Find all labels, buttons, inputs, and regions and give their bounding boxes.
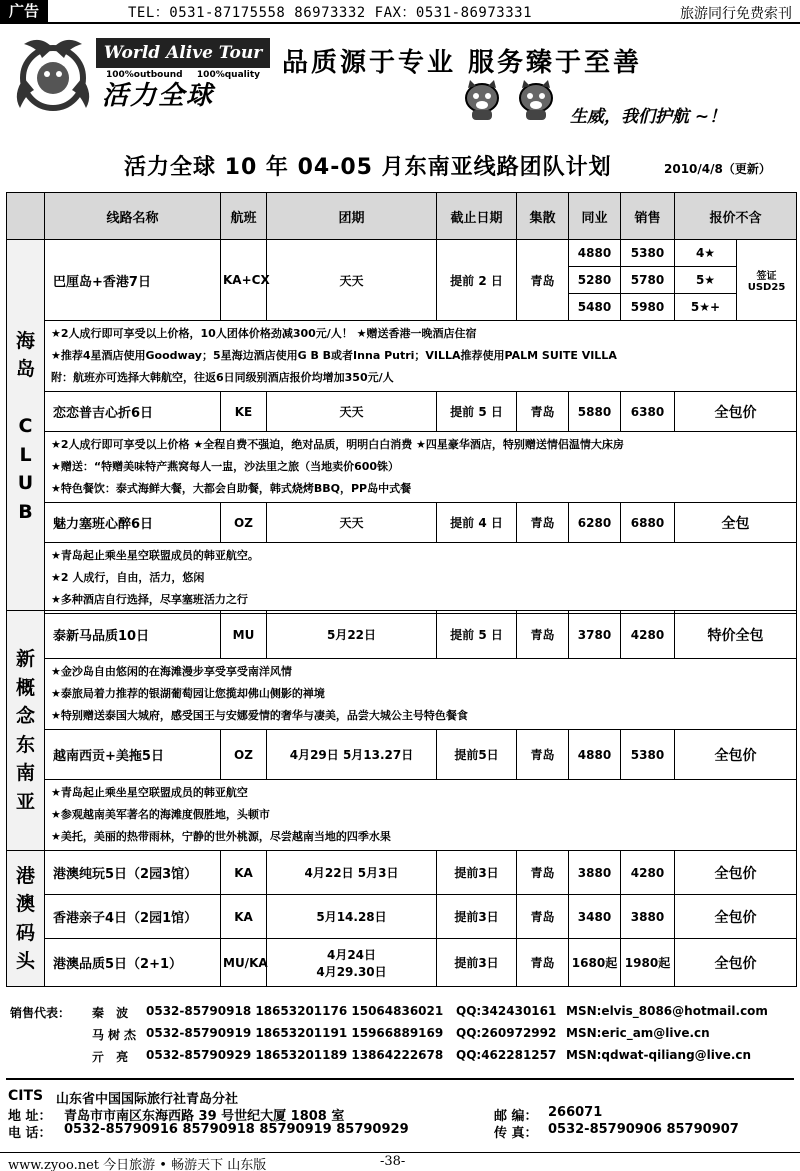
table-row <box>7 240 797 267</box>
note-line: ★美托，美丽的热带雨林，宁静的世外桃源，尽尝越南当地的四季水果 <box>51 830 391 843</box>
sale-price: 3880 <box>621 895 675 939</box>
sale-price: 4280 <box>621 851 675 895</box>
sales-label: 销售代表： <box>10 1006 71 1020</box>
route-name: 越南西贡+美拖5日 <box>45 730 221 780</box>
page-footer <box>0 1152 800 1171</box>
route-notes <box>45 659 797 730</box>
sale-price: 4280 <box>621 611 675 659</box>
table-row <box>7 503 797 543</box>
route-deadline: 提前5日 <box>437 730 517 780</box>
header-gather: 集散 <box>517 193 569 240</box>
route-flight: KE <box>221 392 267 432</box>
header-quote: 报价不含 <box>675 193 797 240</box>
note-line: ★2 人成行，自由，活力，悠闲 <box>51 571 205 584</box>
tour-table <box>6 192 797 614</box>
route-deadline: 提前3日 <box>437 939 517 987</box>
sales-rep-row <box>10 1026 794 1048</box>
sales-reps <box>10 1004 794 1070</box>
trade-price: 5880 <box>569 392 621 432</box>
note-line: ★参观越南美军著名的海滩度假胜地，头顿市 <box>51 808 270 821</box>
route-dates <box>267 939 437 987</box>
rep-msn: MSN:eric_am@live.cn <box>566 1026 710 1040</box>
brand-logo <box>96 38 270 112</box>
note-row <box>7 432 797 503</box>
page-number: -38- <box>380 1154 406 1169</box>
trade-price: 4880 <box>569 240 621 267</box>
price-note: 全包价 <box>675 851 797 895</box>
route-gather: 青岛 <box>517 240 569 321</box>
note-line: ★特别赠送泰国大城府，感受国王与安娜爱情的奢华与凄美，品尝大城公主号特色餐食 <box>51 709 468 722</box>
note-row <box>7 780 797 851</box>
route-notes <box>45 780 797 851</box>
top-bar <box>0 0 800 24</box>
sale-price: 6380 <box>621 392 675 432</box>
zip-label: 邮 编： <box>494 1109 538 1124</box>
route-name: 港澳品质5日（2+1） <box>45 939 221 987</box>
route-name: 香港亲子4日（2园1馆） <box>45 895 221 939</box>
route-flight: MU/KA <box>221 939 267 987</box>
header-trade: 同业 <box>569 193 621 240</box>
tagline: 生威，我们护航 ~！ <box>570 107 727 127</box>
company-address: 青岛市市南区东海西路 39 号世纪大厦 1808 室 <box>64 1109 345 1124</box>
note-line: ★赠送：“特赠美味特产燕窝每人一盅，沙法里之旅（当地卖价600铢） <box>51 460 400 473</box>
table-header-row <box>7 193 797 240</box>
route-dates: 天天 <box>267 503 437 543</box>
sale-price: 5380 <box>621 730 675 780</box>
region-island-label: 海 岛 C L U B <box>15 329 35 523</box>
route-name: 泰新马品质10日 <box>45 611 221 659</box>
route-gather: 青岛 <box>517 611 569 659</box>
route-deadline: 提前 4 日 <box>437 503 517 543</box>
rep-qq: QQ:260972992 <box>456 1026 557 1040</box>
page-title: 活力全球 10 年 04-05 月东南亚线路团队计划 <box>124 155 612 180</box>
rep-qq: QQ:342430161 <box>456 1004 557 1018</box>
contact-line: TEL：0531-87175558 86973332 FAX：0531-86973331 <box>128 2 532 23</box>
route-notes <box>45 432 797 503</box>
route-deadline: 提前3日 <box>437 851 517 895</box>
route-dates-text: 4月24日 4月29.30日 <box>316 947 387 979</box>
rep-msn: MSN:qdwat-qiliang@live.cn <box>566 1048 752 1062</box>
note-row <box>7 659 797 730</box>
header-spacer <box>7 193 45 240</box>
brand-en-name: World Alive Tour <box>96 38 270 68</box>
price-note: 全包价 <box>675 939 797 987</box>
region-hk <box>7 851 45 987</box>
sales-rep-row <box>10 1048 794 1070</box>
price-note: 全包 <box>675 503 797 543</box>
route-name: 恋恋普吉心折6日 <box>45 392 221 432</box>
region-island <box>7 240 45 614</box>
region-sea-label: 新 概 念 东 南 亚 <box>15 648 35 813</box>
rep-name: 马树杰 <box>92 1028 141 1042</box>
route-dates: 5月14.28日 <box>267 895 437 939</box>
swirl-logo-icon <box>12 34 94 116</box>
tiger-mascot-icon <box>460 78 504 122</box>
price-note: 全包价 <box>675 730 797 780</box>
divider <box>6 1078 794 1080</box>
route-deadline: 提前 5 日 <box>437 392 517 432</box>
route-gather: 青岛 <box>517 895 569 939</box>
tour-table-sea <box>6 610 797 987</box>
note-line: ★金沙岛自由悠闲的在海滩漫步享受享受南洋风情 <box>51 665 292 678</box>
company-code: CITS <box>8 1088 44 1104</box>
route-name: 巴厘岛+香港7日 <box>45 240 221 321</box>
route-name: 港澳纯玩5日（2园3馆） <box>45 851 221 895</box>
route-gather: 青岛 <box>517 939 569 987</box>
region-sea <box>7 611 45 851</box>
rep-name: 秦 波 <box>92 1006 133 1020</box>
route-gather: 青岛 <box>517 730 569 780</box>
rep-phones: 0532-85790919 18653201191 15966889169 <box>146 1026 444 1040</box>
trade-price: 4880 <box>569 730 621 780</box>
trade-price: 1680起 <box>569 939 621 987</box>
route-deadline: 提前3日 <box>437 895 517 939</box>
table-row <box>7 939 797 987</box>
price-note: 全包价 <box>675 895 797 939</box>
footer-url: www.zyoo.net 今日旅游 • 畅游天下 山东版 <box>8 1158 267 1171</box>
company-tel: 0532-85790916 85790918 85790919 85790929 <box>64 1122 409 1137</box>
table-row <box>7 611 797 659</box>
free-tag: 旅游同行免费索刊 <box>680 6 792 22</box>
sale-price: 5780 <box>621 267 675 294</box>
hotel-star: 4★ <box>675 240 737 267</box>
route-dates: 4月22日 5月3日 <box>267 851 437 895</box>
address-label: 地 址： <box>8 1109 52 1124</box>
company-tel-line <box>8 1122 794 1139</box>
sale-price: 5980 <box>621 294 675 321</box>
company-zip: 266071 <box>548 1105 603 1120</box>
route-gather: 青岛 <box>517 392 569 432</box>
region-hk-label: 港 澳 码 头 <box>15 864 35 972</box>
rep-msn: MSN:elvis_8086@hotmail.com <box>566 1004 768 1018</box>
note-row <box>7 543 797 614</box>
trade-price: 3780 <box>569 611 621 659</box>
trade-price: 5480 <box>569 294 621 321</box>
brand-cn-name: 活力全球 <box>102 81 215 111</box>
header-deadline: 截止日期 <box>437 193 517 240</box>
brand-sub-right: 100%quality <box>196 70 260 80</box>
tiger-mascot-icon <box>514 78 558 122</box>
header-sale: 销售 <box>621 193 675 240</box>
slogan: 品质源于专业 服务臻于至善 <box>282 48 643 78</box>
route-flight: OZ <box>221 730 267 780</box>
route-notes <box>45 543 797 614</box>
route-flight: KA+CX <box>221 240 267 321</box>
note-line: ★2人成行即可享受以上价格 ★全程自费不强迫，绝对品质，明明白白消费 ★四星豪华酒店，特别赠送情侣温情大床房 <box>51 438 624 451</box>
ad-label: 广告 <box>0 0 48 22</box>
brand-sub-left: 100%outbound <box>106 70 183 80</box>
note-row <box>7 321 797 392</box>
route-dates: 5月22日 <box>267 611 437 659</box>
route-notes <box>45 321 797 392</box>
hotel-star: 5★+ <box>675 294 737 321</box>
rep-phones: 0532-85790929 18653201189 13864222678 <box>146 1048 444 1062</box>
table-row <box>7 392 797 432</box>
sale-price: 6880 <box>621 503 675 543</box>
price-note: 全包价 <box>675 392 797 432</box>
table-row <box>7 895 797 939</box>
route-deadline: 提前 5 日 <box>437 611 517 659</box>
rep-qq: QQ:462281257 <box>456 1048 557 1062</box>
fax-label: 传 真： <box>494 1126 538 1141</box>
route-flight: MU <box>221 611 267 659</box>
company-name: 山东省中国国际旅行社青岛分社 <box>56 1092 239 1107</box>
note-line: ★特色餐饮：泰式海鲜大餐，大都会自助餐，韩式烧烤BBQ，PP岛中式餐 <box>51 482 412 495</box>
visa-note-text: 签证 USD25 <box>747 271 786 293</box>
note-line: ★多种酒店自行选择，尽享塞班活力之行 <box>51 593 248 606</box>
sale-price: 1980起 <box>621 939 675 987</box>
trade-price: 6280 <box>569 503 621 543</box>
tel-label: 电 话： <box>8 1126 52 1141</box>
sales-rep-row <box>10 1004 794 1026</box>
route-flight: OZ <box>221 503 267 543</box>
header-flight: 航班 <box>221 193 267 240</box>
hotel-star: 5★ <box>675 267 737 294</box>
route-flight: KA <box>221 895 267 939</box>
note-line: 附：航班亦可选择大韩航空，往返6日同级别酒店报价均增加350元/人 <box>51 371 394 384</box>
sale-price: 5380 <box>621 240 675 267</box>
route-gather: 青岛 <box>517 503 569 543</box>
note-line: ★青岛起止乘坐星空联盟成员的韩亚航空 <box>51 786 248 799</box>
header-dates: 团期 <box>267 193 437 240</box>
rep-name: 亓 亮 <box>92 1050 133 1064</box>
route-gather: 青岛 <box>517 851 569 895</box>
note-line: ★2人成行即可享受以上价格，10人团体价格劲减300元/人！ ★赠送香港一晚酒店住宿 <box>51 327 477 340</box>
note-line: ★推荐4星酒店使用Goodway；5星海边酒店使用G B B或者Inna Putri；VILLA推荐使用PALM SUITE VILLA <box>51 349 617 362</box>
price-note: 特价全包 <box>675 611 797 659</box>
visa-note <box>737 240 797 321</box>
note-line: ★泰旅局着力推荐的银湖葡萄园让您揽却佛山侧影的禅境 <box>51 687 325 700</box>
route-deadline: 提前 2 日 <box>437 240 517 321</box>
table-row <box>7 851 797 895</box>
trade-price: 5280 <box>569 267 621 294</box>
company-address-line <box>8 1105 794 1122</box>
trade-price: 3480 <box>569 895 621 939</box>
header-route: 线路名称 <box>45 193 221 240</box>
route-flight: KA <box>221 851 267 895</box>
company-fax: 0532-85790906 85790907 <box>548 1122 739 1137</box>
company-info <box>8 1088 794 1139</box>
rep-phones: 0532-85790918 18653201176 15064836021 <box>146 1004 444 1018</box>
trade-price: 3880 <box>569 851 621 895</box>
company-name-line <box>8 1088 794 1105</box>
route-dates: 4月29日 5月13.27日 <box>267 730 437 780</box>
update-date: 2010/4/8（更新） <box>664 162 771 176</box>
route-dates: 天天 <box>267 240 437 321</box>
route-dates: 天天 <box>267 392 437 432</box>
note-line: ★青岛起止乘坐星空联盟成员的韩亚航空。 <box>51 549 259 562</box>
table-row <box>7 730 797 780</box>
route-name: 魅力塞班心醉6日 <box>45 503 221 543</box>
